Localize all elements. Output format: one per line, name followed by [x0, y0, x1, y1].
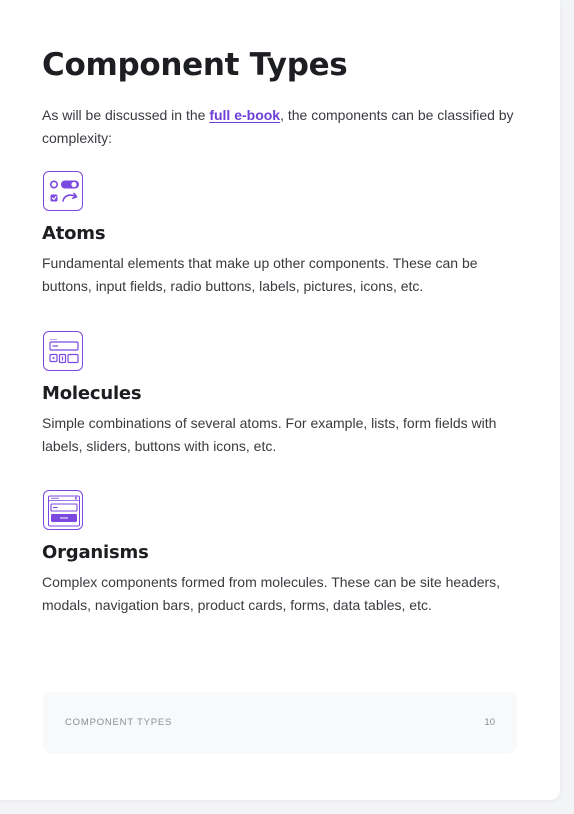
page-title: Component Types: [42, 47, 348, 83]
section-title: Organisms: [42, 542, 149, 563]
section-description: Fundamental elements that make up other components. These can be buttons, input fields, radio buttons, labels, pictures, icons, etc.: [42, 255, 478, 294]
section-title: Atoms: [42, 223, 106, 244]
full-ebook-link[interactable]: full e-book: [209, 107, 281, 123]
page-footer: [43, 692, 517, 754]
molecules-icon: [43, 331, 83, 371]
section-atoms: [42, 171, 522, 297]
section-description: Simple combinations of several atoms. For example, lists, form fields with labels, sliders, buttons with icons, etc.: [42, 415, 497, 454]
section-organisms: [42, 490, 522, 616]
organisms-icon: [43, 490, 83, 530]
section-title: Molecules: [42, 383, 142, 404]
atoms-icon: [43, 171, 83, 211]
intro-text-before: As will be discussed in the: [42, 107, 210, 123]
section-molecules: [42, 331, 522, 457]
page-number: 10: [484, 717, 495, 728]
intro-text-after: , the components can be classified by complexity:: [42, 107, 514, 146]
section-description: Complex components formed from molecules. These can be site headers, modals, navigation bars, product cards, forms, data tables, etc.: [42, 574, 501, 613]
footer-section-label: COMPONENT TYPES: [65, 717, 173, 728]
intro-paragraph: [42, 104, 522, 149]
